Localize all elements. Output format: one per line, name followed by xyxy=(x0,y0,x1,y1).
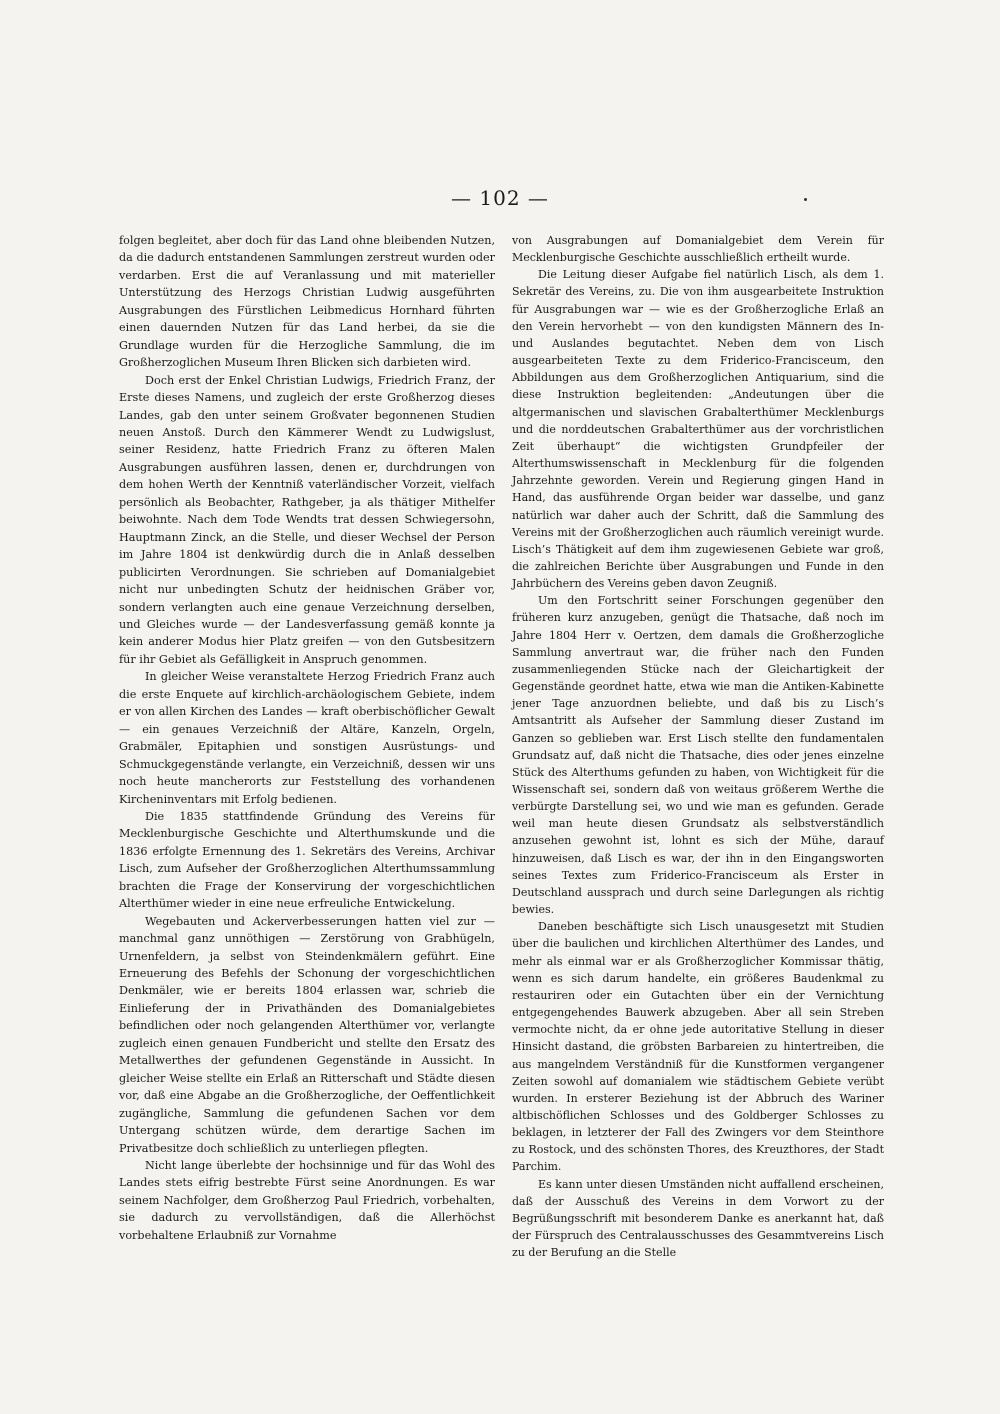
paragraph: von Ausgrabungen auf Domanialgebiet dem Verein für Mecklenburgische Geschichte ausschließlich ertheilt wurde. xyxy=(512,234,884,265)
page-number: — 102 — xyxy=(451,186,549,210)
paragraph: Um den Fortschritt seiner Forschungen gegenüber den früheren kurz anzugeben, genügt die Thatsache, daß noch im Jahre 1804 Herr v. Oertzen, dem damals die Großherzogliche Sammlung anvertraut war, die früher nach den Funden zusammenliegenden Stücke nach der Gleichartigkeit der Gegenstände geordnet hatte, etwa wie man die Antiken-Kabinette jener Tage anzuordnen beliebte, und daß bis zu Lisch’s Amtsantritt als Aufseher der Sammlung dieser Zustand im Ganzen so geblieben war. Erst Lisch stellte den fundamentalen Grundsatz auf, daß nicht die Thatsache, dies oder jenes einzelne Stück des Alterthums gefunden zu haben, von Wichtigkeit für die Wissenschaft sei, sondern daß von weitaus größerem Werthe die verbürgte Darstellung sei, wo und wie man es gefunden. Gerade weil man heute diesen Grundsatz als selbstverständlich anzusehen gewohnt ist, lohnt es sich der Mühe, darauf hinzuweisen, daß Lisch es war, der ihn in den Eingangsworten seines Textes zum Friderico-Francisceum als Erster in Deutschland aussprach und durch seine Darlegungen als richtig bewies. xyxy=(512,594,884,917)
paragraph: Die 1835 stattfindende Gründung des Vereins für Mecklenburgische Geschichte und Alterthumskunde und die 1836 erfolgte Ernennung des 1. Sekretärs des Vereins, Archivar Lisch, zum Aufseher der Großherzoglichen Alterthumssammlung brachten die Frage der Konservirung der vorgeschichtlichen Alterthümer wieder in eine neue erfreuliche Entwickelung. xyxy=(119,809,495,911)
paragraph: Doch erst der Enkel Christian Ludwigs, Friedrich Franz, der Erste dieses Namens, und zugleich der erste Großherzog dieses Landes, gab den unter seinem Großvater begonnenen Studien neuen Anstoß. Durch den Kämmerer Wendt zu Ludwigslust, seiner Residenz, hatte Friedrich Franz zu öfteren Malen Ausgrabungen ausführen lassen, denen er, durchdrungen von dem hohen Werth der Kenntniß vaterländischer Vorzeit, vielfach persönlich als Beobachter, Rathgeber, ja als thätiger Mithelfer beiwohnte. Nach dem Tode Wendts trat dessen Schwiegersohn, Hauptmann Zinck, an die Stelle, und dieser Wechsel der Person im Jahre 1804 ist denkwürdig durch die in Anlaß desselben publicirten Verordnungen. Sie schrieben auf Domanialgebiet nicht nur unbedingten Schutz der heidnischen Gräber vor, sondern verlangten auch eine genaue Verzeichnung derselben, und Gleiches wurde — der Landesverfassung gemäß konnte ja kein anderer Modus hier Platz greifen — von den Gutsbesitzern für ihr Gebiet als Gefälligkeit in Anspruch genommen. xyxy=(119,373,495,666)
paragraph: Nicht lange überlebte der hochsinnige und für das Wohl des Landes stets eifrig bestrebte Fürst seine Anordnungen. Es war seinem Nachfolger, dem Großherzog Paul Friedrich, vorbehalten, sie dadurch zu vervollständigen, daß die Allerhöchst vorbehaltene Erlaubniß zur Vornahme xyxy=(119,1159,495,1242)
paragraph: Es kann unter diesen Umständen nicht auffallend erscheinen, daß der Ausschuß des Vereins in dem Vorwort zu der Begrüßungsschrift mit besonderem Danke es anerkannt hat, daß der Fürspruch des Centralausschusses des Gesammtvereins Lisch zu der Berufung an die Stelle xyxy=(512,1177,884,1260)
print-speck xyxy=(804,198,807,201)
right-column xyxy=(512,232,884,1261)
paragraph: In gleicher Weise veranstaltete Herzog Friedrich Franz auch die erste Enquete auf kirchlich-archäologischem Gebiete, indem er von allen Kirchen des Landes — kraft oberbischöflicher Gewalt — ein genaues Verzeichniß der Altäre, Kanzeln, Orgeln, Grabmäler, Epitaphien und sonstigen Ausrüstungs- und Schmuckgegenstände verlangte, ein Verzeichniß, dessen wir uns noch heute mancherorts zur Feststellung des vorhandenen Kircheninventars mit Erfolg bedienen. xyxy=(119,670,495,806)
paragraph: Daneben beschäftigte sich Lisch unausgesetzt mit Studien über die baulichen und kirchlichen Alterthümer des Landes, und mehr als einmal war er als Großherzoglicher Kommissar thätig, wenn es sich darum handelte, ein größeres Baudenkmal zu restauriren oder ein Gutachten über ein der Vernichtung entgegengehendes Bauwerk abzugeben. Aber all sein Streben vermochte nicht, da er ohne jede autoritative Stellung in dieser Hinsicht dastand, die gröbsten Barbareien zu hintertreiben, die aus mangelndem Verständniß für die Kunstformen vergangener Zeiten sowohl auf domanialem wie städtischem Gebiete verübt wurden. In ersterer Beziehung ist der Abbruch des Wariner altbischöflichen Schlosses und des Goldberger Schlosses zu beklagen, in letzterer der Fall des Zwingers vor dem Steinthore zu Rostock, und des schönsten Thores, des Kreuzthores, der Stadt Parchim. xyxy=(512,920,884,1174)
paragraph: Die Leitung dieser Aufgabe fiel natürlich Lisch, als dem 1. Sekretär des Vereins, zu. Die von ihm ausgearbeitete Instruktion für Ausgrabungen war — wie es der Großherzogliche Erlaß an den Verein hervorhebt — von den kundigsten Männern des In- und Auslandes begutachtet. Neben dem von Lisch ausgearbeiteten Texte zu dem Friderico-Franciscеum, den Abbildungen aus dem Großherzoglichen Antiquarium, sind die diese Instruktion begleitenden: „Andeutungen über die altgermanischen und slavischen Grabalterthümer Mecklenburgs und die norddeutschen Grabalterthümer aus der vorchristlichen Zeit überhaupt“ die wichtigsten Grundpfeiler der Alterthumswissenschaft in Mecklenburg für die folgenden Jahrzehnte geworden. Verein und Regierung gingen Hand in Hand, das ausführende Organ beider war dasselbe, und ganz natürlich war daher auch der Schritt, daß die Sammlung des Vereins mit der Großherzoglichen auch räumlich vereinigt wurde. Lisch’s Thätigkeit auf dem ihm zugewiesenen Gebiete war groß, die zahlreichen Berichte über Ausgrabungen und Funde in den Jahrbüchern des Vereins geben davon Zeugniß. xyxy=(512,268,884,591)
paragraph: Wegebauten und Ackerverbesserungen hatten viel zur — manchmal ganz unnöthigen — Zerstörung von Grabhügeln, Urnenfeldern, ja selbst von Steindenkmälern geführt. Eine Erneuerung des Befehls der Schonung der vorgeschichtlichen Denkmäler, wie er bereits 1804 erlassen war, schrieb die Einlieferung der in Privathänden des Domanialgebietes befindlichen oder noch gelangenden Alterthümer vor, verlangte zugleich einen genauen Fundbericht und stellte den Ersatz des Metallwerthes der gefundenen Gegenstände in Aussicht. In gleicher Weise stellte ein Erlaß an Ritterschaft und Städte diesen vor, daß eine Abgabe an die Großherzogliche, der Oeffentlichkeit zugängliche, Sammlung die gefundenen Sachen vor dem Untergang schützen würde, dem derartige Sachen im Privatbesitze doch schließlich zu unterliegen pflegten. xyxy=(119,914,495,1155)
left-column xyxy=(119,232,495,1244)
paragraph: folgen begleitet, aber doch für das Land ohne bleibenden Nutzen, da die dadurch entstandenen Sammlungen zerstreut wurden oder verdarben. Erst die auf Veranlassung und mit materieller Unterstützung des Herzogs Christian Ludwig ausgeführten Ausgrabungen des Fürstlichen Leibmedicus Hornhard führten einen dauernden Nutzen für das Land herbei, da sie die Grundlage wurden für die Herzogliche Sammlung, die im Großherzoglichen Museum Ihren Blicken sich darbieten wird. xyxy=(119,234,495,370)
